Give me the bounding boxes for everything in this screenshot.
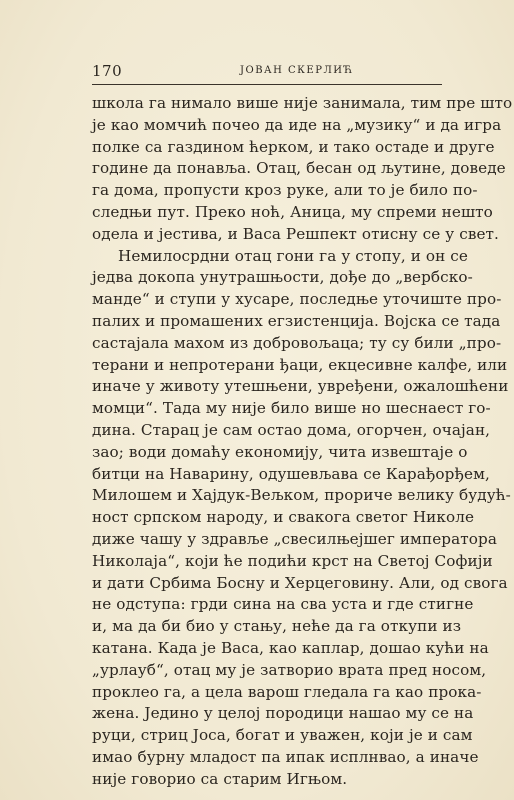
text-line: полке са газдином ћерком, и тако остаде и друге — [92, 137, 495, 156]
text-line: Николаја“, који ће подићи крст на Светој Софији — [92, 551, 493, 570]
text-line: битци на Наварину, одушевљава се Карађорђем, — [92, 464, 490, 483]
text-line: жена. Једино у целој породици нашао му се на — [92, 704, 474, 723]
text-line: не одступа: грди сина на сва уста и где стигне — [92, 595, 474, 614]
text-line: манде“ и ступи у хусаре, последње уточиште про- — [92, 290, 502, 309]
body-text — [92, 93, 513, 791]
text-line: га дома, пропусти кроз руке, али то је било по- — [92, 181, 478, 200]
text-line: катана. Када је Васа, као каплар, дошао кући на — [92, 638, 489, 657]
text-line: палих и промашених егзистенција. Војска се тада — [92, 311, 501, 330]
text-line: и, ма да би био у стању, неће да га откупи из — [92, 617, 462, 636]
text-line: „урлауб“, отац му је затворио врата пред носом, — [92, 660, 487, 679]
text-line: проклео га, а цела варош гледала га као прока- — [92, 682, 482, 701]
text-line: момци“. Тада му није било више но шеснаест го- — [92, 399, 491, 418]
text-line: зао; води домаћу економију, чита извештаје о — [92, 442, 468, 461]
text-line: имао бурну младост па ипак исплнвао, а иначе — [92, 747, 479, 766]
text-line: одела и јестива, и Васа Решпект отисну се у свет. — [92, 224, 499, 243]
text-line: диже чашу у здравље „свесилњејшег императора — [92, 529, 497, 548]
text-line: школа га нимало више није занимала, тим пре што — [92, 94, 513, 112]
running-head: ЈОВАН СКЕРЛИЋ — [240, 65, 354, 76]
text-line: године да понавља. Отац, бесан од љутине, доведе — [92, 159, 506, 178]
page-number: 170 — [92, 62, 123, 80]
text-line: терани и непротерани ђаци, екцесивне калфе, или — [92, 355, 508, 374]
page-header — [92, 62, 440, 82]
text-line: руци, стриц Јоса, богат и уважен, који је и сам — [92, 726, 473, 745]
text-line: Милошем и Хајдук-Вељком, проричe велику будућ- — [92, 486, 511, 505]
text-line: није говорио са старим Игњом. — [92, 769, 348, 788]
text-line: је као момчић почео да иде на „музику“ и да игра — [92, 115, 502, 134]
text-line: састајала махом из добровољаца; ту су били „про- — [92, 333, 502, 352]
text-line: и дати Србима Босну и Херцеговину. Али, од свога — [92, 573, 508, 592]
text-line: једва докопа унутрашњости, дође до „вербско- — [92, 268, 473, 287]
text-line: Немилосрдни отац гони га у стопу, и он се — [118, 246, 468, 265]
header-rule — [92, 84, 442, 85]
text-line: следњи пут. Преко ноћ, Аница, му спреми нешто — [92, 202, 493, 221]
text-line: иначе у животу утешњени, увређени, ожалошћени — [92, 377, 509, 396]
text-line: ност српском народу, и свакога светог Николе — [92, 508, 475, 527]
text-line: дина. Старац је сам остао дома, огорчен, очајан, — [92, 420, 491, 439]
